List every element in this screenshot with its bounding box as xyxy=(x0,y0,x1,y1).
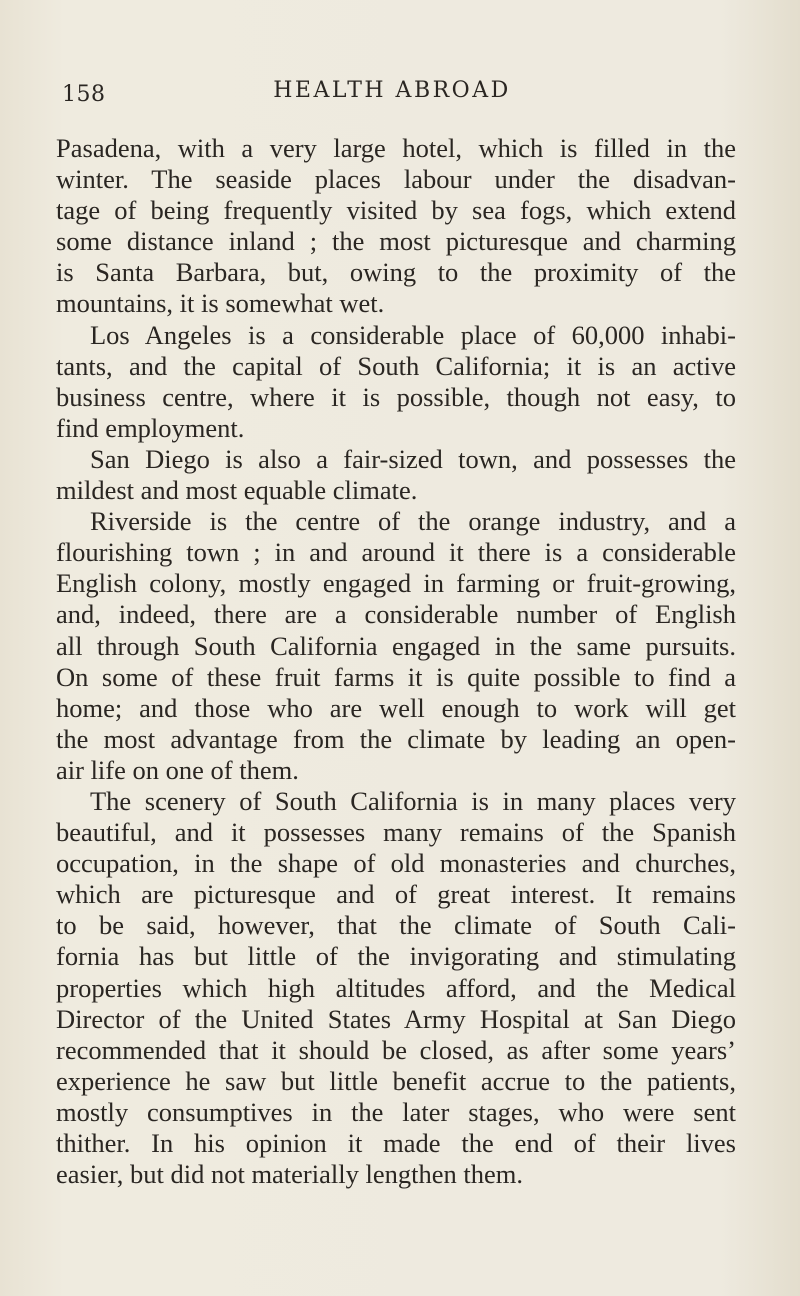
text-line: English colony, mostly engaged in farming or fruit-growing, xyxy=(56,568,736,599)
text-line: to be said, however, that the climate of South Cali- xyxy=(56,910,736,941)
text-line: San Diego is also a fair-sized town, and possesses the xyxy=(90,443,736,474)
page-number: 158 xyxy=(62,82,106,107)
text-line: is Santa Barbara, but, owing to the proximity of the xyxy=(56,257,736,288)
text-line: which are picturesque and of great interest. It remains xyxy=(56,879,736,910)
text-line: and, indeed, there are a considerable number of English xyxy=(56,599,736,630)
text-line: some distance inland ; the most picturesque and charming xyxy=(56,226,736,257)
text-line: Riverside is the centre of the orange industry, and a xyxy=(90,506,736,537)
text-line: tage of being frequently visited by sea fogs, which extend xyxy=(56,195,736,226)
text-line: mostly consumptives in the later stages, who were sent xyxy=(56,1096,736,1127)
text-line: easier, but did not materially lengthen them. xyxy=(56,1159,523,1190)
paragraph xyxy=(56,133,736,320)
text-line: thither. In his opinion it made the end of their lives xyxy=(56,1128,736,1158)
text-line: recommended that it should be closed, as after some years’ xyxy=(56,1034,736,1065)
paragraph xyxy=(56,320,736,444)
text-line: tants, and the capital of South California; it is an active xyxy=(56,350,736,381)
text-line: home; and those who are well enough to work will get xyxy=(56,692,736,723)
text-line: flourishing town ; in and around it there is a considerable xyxy=(56,537,736,568)
text-line: experience he saw but little benefit accrue to the patients, xyxy=(56,1065,736,1096)
body-text xyxy=(56,133,736,1190)
text-line: the most advantage from the climate by leading an open- xyxy=(56,723,736,754)
page-header xyxy=(62,78,722,108)
running-title: HEALTH ABROAD xyxy=(273,78,511,103)
text-line: all through South California engaged in the same pursuits. xyxy=(56,630,736,661)
text-line: Director of the United States Army Hospital at San Diego xyxy=(56,1003,736,1034)
text-line: properties which high altitudes afford, and the Medical xyxy=(56,972,736,1003)
text-line: business centre, where it is possible, though not easy, to xyxy=(56,381,736,412)
paragraph xyxy=(56,506,736,786)
text-line: air life on one of them. xyxy=(56,754,299,785)
text-line: winter. The seaside places labour under the disadvan- xyxy=(56,164,736,195)
text-line: fornia has but little of the invigorating and stimulating xyxy=(56,941,736,972)
paragraph xyxy=(56,786,736,1190)
text-line: On some of these fruit farms it is quite possible to find a xyxy=(56,661,736,692)
text-line: Los Angeles is a considerable place of 60,000 inhabi- xyxy=(90,319,736,350)
text-line: find employment. xyxy=(56,412,245,443)
text-line: beautiful, and it possesses many remains of the Spanish xyxy=(56,817,736,848)
text-line: occupation, in the shape of old monasteries and churches, xyxy=(56,848,736,879)
paragraph xyxy=(56,444,736,506)
text-line: mountains, it is somewhat wet. xyxy=(56,288,385,319)
text-line: The scenery of South California is in many places very xyxy=(90,785,736,816)
text-line: mildest and most equable climate. xyxy=(56,475,418,506)
text-line: Pasadena, with a very large hotel, which is filled in the xyxy=(56,133,736,163)
